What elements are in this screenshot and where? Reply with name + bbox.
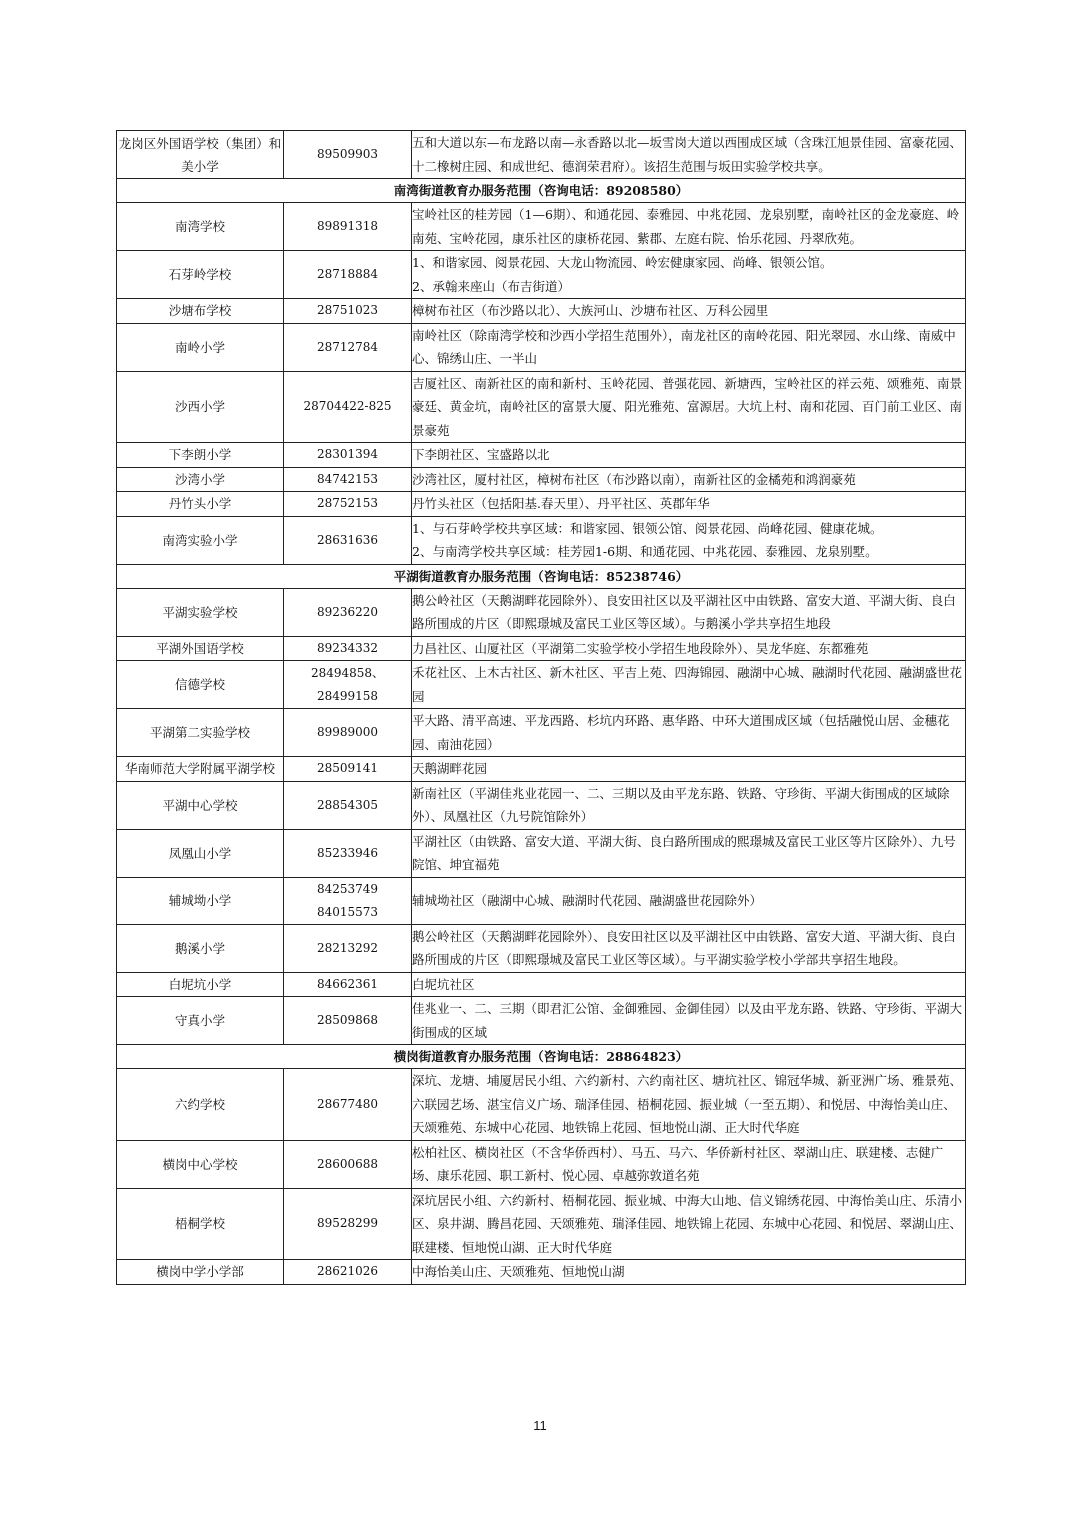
school-name: 下李朗小学 (117, 443, 284, 468)
phone-cell (284, 781, 412, 829)
table-row (117, 588, 966, 636)
table-row (117, 757, 966, 782)
enrollment-area (412, 251, 966, 299)
enrollment-area (412, 877, 966, 924)
school-name: 信德学校 (117, 661, 284, 709)
section-header-row (117, 1045, 966, 1069)
area-line: 2、与南湾学校共享区域：桂芳园1-6期、和通花园、中兆花园、泰雅园、龙泉别墅。 (412, 544, 878, 559)
section-header-row (117, 179, 966, 203)
school-name: 南湾学校 (117, 203, 284, 251)
school-name: 梧桐学校 (117, 1188, 284, 1260)
school-name: 平湖外国语学校 (117, 636, 284, 661)
phone-cell (284, 829, 412, 877)
phone-cell (284, 709, 412, 757)
phone-number: 28494858、 (310, 665, 385, 680)
area-line: 禾花社区、上木古社区、新木社区、平吉上苑、四海锦园、融湖中心城、融湖时代花园、融湖盛世花园 (412, 665, 963, 704)
phone-number: 28712784 (316, 339, 379, 354)
area-line: 下李朗社区、宝盛路以北 (412, 447, 550, 462)
table-row (117, 829, 966, 877)
enrollment-area (412, 1069, 966, 1141)
phone-number: 89891318 (316, 219, 379, 233)
school-name: 横岗中心学校 (117, 1140, 284, 1188)
area-line: 深坑居民小组、六约新村、梧桐花园、振业城、中海大山地、信义锦绣花园、中海怡美山庄、乐清小区、泉井湖、腾昌花园、天颂雅苑、瑞泽佳园、地铁锦上花园、东城中心花园、和悦居、翠湖山庄、联建楼、恒地悦山湖、正大时代华庭 (412, 1192, 963, 1255)
enrollment-area (412, 757, 966, 782)
table-row (117, 924, 966, 972)
school-name: 辅城坳小学 (117, 877, 284, 924)
area-line: 樟树布社区（布沙路以北）、大族河山、沙塘布社区、万科公园里 (412, 303, 769, 318)
phone-number: 89989000 (316, 725, 379, 739)
school-name: 华南师范大学附属平湖学校 (117, 757, 284, 782)
school-name: 南岭小学 (117, 323, 284, 371)
school-name: 平湖实验学校 (117, 588, 284, 636)
phone-number: 28718884 (316, 267, 379, 281)
phone-number: 28600688 (316, 1156, 379, 1171)
phone-cell (284, 299, 412, 324)
area-line: 力昌社区、山厦社区（平湖第二实验学校小学招生地段除外）、昊龙华庭、东都雅苑 (412, 640, 869, 656)
table-row (117, 781, 966, 829)
area-line: 沙湾社区，厦村社区，樟树布社区（布沙路以南），南新社区的金橘苑和鸿润豪苑 (412, 471, 856, 487)
phone-number: 28704422-825 (303, 399, 392, 414)
area-line: 鹅公岭社区（天鹅湖畔花园除外）、良安田社区以及平湖社区中由铁路、富安大道、平湖大街、良白路所围成的片区（即熙璟城及富民工业区等区域）。与平湖实验学校小学部共享招生地段。 (412, 928, 956, 967)
area-line: 辅城坳社区（融湖中心城、融湖时代花园、融湖盛世花园除外） (412, 892, 763, 908)
phone-cell (284, 516, 412, 564)
school-name: 凤凰山小学 (117, 829, 284, 877)
phone-cell (284, 203, 412, 251)
table-row (117, 972, 966, 997)
school-name: 沙塘布学校 (117, 299, 284, 324)
area-line: 深坑、龙塘、埔厦居民小组、六约新村、六约南社区、塘坑社区、锦冠华城、新亚洲广场、雅景苑、六联园艺场、湛宝信义广场、瑞泽佳园、梧桐花园、振业城（一至五期）、和悦居、中海怡美山庄、天颂雅苑、东城中心花园、地铁锦上花园、恒地悦山湖、正大时代华庭 (412, 1073, 963, 1135)
table-row (117, 1260, 966, 1285)
area-line: 平大路、清平高速、平龙西路、杉坑内环路、惠华路、中环大道围成区域（包括融悦山居、金穗花园、南油花园） (412, 713, 950, 752)
table-row (117, 1069, 966, 1141)
area-line: 1、和谐家园、阅景花园、大龙山物流园、岭宏健康家园、尚峰、银领公馆。 (412, 255, 833, 270)
enrollment-table (116, 130, 966, 1285)
table-row (117, 997, 966, 1045)
table-row (117, 371, 966, 443)
enrollment-area (412, 131, 966, 179)
section-header-row (117, 564, 966, 588)
section-title: 平湖街道教育办服务范围（咨询电话：85238746） (117, 564, 966, 588)
enrollment-area (412, 1140, 966, 1188)
phone-number: 28631636 (316, 532, 379, 547)
area-line: 五和大道以东—布龙路以南—永香路以北—坂雪岗大道以西围成区域（含珠江旭景佳园、富豪花园、十二橡树庄园、和成世纪、德润荣君府）。该招生范围与坂田实验学校共享。 (412, 135, 963, 174)
area-line: 鹅公岭社区（天鹅湖畔花园除外）、良安田社区以及平湖社区中由铁路、富安大道、平湖大街、良白路所围成的片区（即熙璟城及富民工业区等区域）。与鹅溪小学共享招生地段 (412, 592, 956, 631)
area-line: 白坭坑社区 (412, 976, 475, 992)
enrollment-area (412, 709, 966, 757)
phone-cell (284, 323, 412, 371)
phone-cell (284, 972, 412, 997)
table-row (117, 636, 966, 661)
enrollment-area (412, 1260, 966, 1285)
phone-cell (284, 1069, 412, 1141)
area-line: 天鹅湖畔花园 (412, 761, 488, 776)
phone-number: 28301394 (316, 447, 379, 462)
school-name: 沙湾小学 (117, 467, 284, 492)
phone-number: 28213292 (316, 940, 379, 955)
phone-cell (284, 371, 412, 443)
phone-cell (284, 757, 412, 782)
enrollment-area (412, 972, 966, 997)
phone-cell (284, 1260, 412, 1285)
enrollment-area (412, 781, 966, 829)
phone-number: 89236220 (316, 604, 379, 619)
phone-number: 28509868 (316, 1013, 379, 1027)
school-name: 南湾实验小学 (117, 516, 284, 564)
enrollment-area (412, 636, 966, 661)
school-name: 石芽岭学校 (117, 251, 284, 299)
area-line: 2、承翰来座山（布吉街道） (412, 278, 570, 294)
area-line: 丹竹头社区（包括阳基.春天里）、丹平社区、英郡年华 (412, 496, 710, 511)
phone-cell (284, 251, 412, 299)
phone-number: 84253749 (316, 881, 379, 896)
table-row (117, 1188, 966, 1260)
school-name: 沙西小学 (117, 371, 284, 443)
phone-number: 28621026 (316, 1264, 379, 1279)
table-row (117, 251, 966, 299)
area-line: 中海怡美山庄、天颂雅苑、恒地悦山湖 (412, 1264, 625, 1279)
enrollment-area (412, 997, 966, 1045)
phone-number: 28677480 (316, 1096, 379, 1111)
phone-number: 89509903 (316, 147, 379, 161)
phone-cell (284, 467, 412, 492)
page-number: 11 (533, 1418, 547, 1433)
phone-number: 84662361 (316, 976, 379, 991)
school-name: 白坭坑小学 (117, 972, 284, 997)
enrollment-area (412, 829, 966, 877)
phone-cell (284, 492, 412, 517)
phone-cell (284, 997, 412, 1045)
table-row (117, 443, 966, 468)
table-row (117, 203, 966, 251)
section-title: 横岗街道教育办服务范围（咨询电话：28864823） (117, 1045, 966, 1069)
enrollment-area (412, 588, 966, 636)
area-line: 宝岭社区的桂芳园（1—6期）、和通花园、泰雅园、中兆花园、龙泉别墅，南岭社区的金龙豪庭、岭南苑、宝岭花园，康乐社区的康桥花园、紫郡、左庭右院、怡乐花园、丹翠欣苑。 (412, 207, 960, 246)
enrollment-area (412, 299, 966, 324)
area-line: 平湖社区（由铁路、富安大道、平湖大街、良白路所围成的熙璟城及富民工业区等片区除外）、九号院馆、坤宜福苑 (412, 833, 956, 872)
enrollment-area (412, 661, 966, 709)
phone-number: 28854305 (316, 797, 379, 812)
table-row (117, 709, 966, 757)
school-name: 丹竹头小学 (117, 492, 284, 517)
phone-number: 28509141 (316, 761, 379, 776)
phone-cell (284, 636, 412, 661)
phone-cell (284, 924, 412, 972)
phone-cell (284, 131, 412, 179)
enrollment-area (412, 1188, 966, 1260)
phone-number: 89528299 (316, 1216, 379, 1231)
phone-cell (284, 661, 412, 709)
phone-cell (284, 1188, 412, 1260)
enrollment-area (412, 467, 966, 492)
enrollment-area (412, 371, 966, 443)
enrollment-area (412, 492, 966, 517)
school-name: 横岗中学小学部 (117, 1260, 284, 1285)
area-line: 佳兆业一、二、三期（即君汇公馆、金御雅园、金御佳园）以及由平龙东路、铁路、守珍街、平湖大街围成的区域 (412, 1001, 963, 1040)
area-line: 新南社区（平湖佳兆业花园一、二、三期以及由平龙东路、铁路、守珍街、平湖大街围成的区域除外）、凤凰社区（九号院馆除外） (412, 785, 950, 824)
phone-number: 28499158 (316, 688, 379, 703)
table-row (117, 877, 966, 924)
enrollment-area (412, 516, 966, 564)
phone-cell (284, 1140, 412, 1188)
school-name: 平湖中心学校 (117, 781, 284, 829)
school-name: 六约学校 (117, 1069, 284, 1141)
school-name: 守真小学 (117, 997, 284, 1045)
enrollment-area (412, 443, 966, 468)
section-title: 南湾街道教育办服务范围（咨询电话：89208580） (117, 179, 966, 203)
phone-number: 84015573 (316, 904, 379, 919)
table-row (117, 299, 966, 324)
table-row (117, 661, 966, 709)
area-line: 南岭社区（除南湾学校和沙西小学招生范围外），南龙社区的南岭花园、阳光翠园、水山缘、南威中心、锦绣山庄、一半山 (412, 327, 956, 366)
table-row (117, 131, 966, 179)
school-name: 龙岗区外国语学校（集团）和美小学 (117, 131, 284, 179)
enrollment-area (412, 323, 966, 371)
enrollment-area (412, 924, 966, 972)
area-line: 吉厦社区、南新社区的南和新村、玉岭花园、普强花园、新塘西，宝岭社区的祥云苑、颂雅苑、南景豪廷、黄金坑，南岭社区的富景大厦、阳光雅苑、富源居。大坑上村、南和花园、百门前工业区、南景豪苑 (412, 375, 963, 438)
table-row (117, 516, 966, 564)
table-row (117, 492, 966, 517)
phone-number: 28752153 (316, 496, 379, 511)
phone-number: 28751023 (316, 303, 379, 318)
enrollment-area (412, 203, 966, 251)
school-name: 平湖第二实验学校 (117, 709, 284, 757)
table-row (117, 323, 966, 371)
phone-number: 89234332 (316, 640, 379, 655)
table-row (117, 467, 966, 492)
area-line: 1、与石芽岭学校共享区域：和谐家园、银领公馆、阅景花园、尚峰花园、健康花城。 (412, 520, 883, 536)
enrollment-table-body (117, 131, 966, 1285)
phone-number: 85233946 (316, 845, 379, 860)
phone-cell (284, 443, 412, 468)
area-line: 松柏社区、横岗社区（不含华侨西村）、马五、马六、华侨新村社区、翠湖山庄、联建楼、志健广场、康乐花园、职工新村、悦心园、卓越弥敦道名苑 (412, 1144, 944, 1183)
phone-cell (284, 877, 412, 924)
school-name: 鹅溪小学 (117, 924, 284, 972)
phone-cell (284, 588, 412, 636)
phone-number: 84742153 (316, 471, 379, 486)
table-row (117, 1140, 966, 1188)
